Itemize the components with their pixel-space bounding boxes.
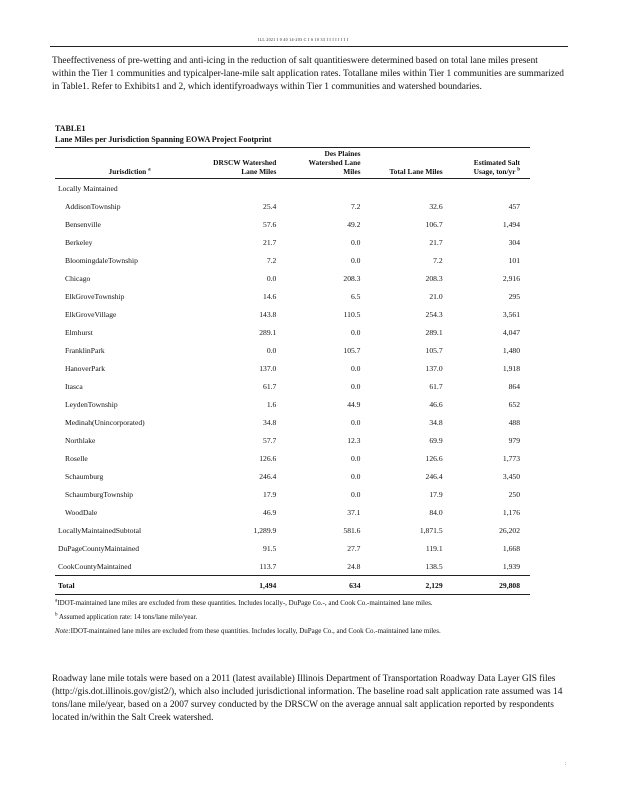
cell-drscw: 143.8 xyxy=(259,309,277,319)
table-row xyxy=(55,413,530,431)
cell-desplaines: 208.3 xyxy=(343,273,361,283)
cell-drscw: 25.4 xyxy=(263,201,277,211)
cell-salt: 1,668 xyxy=(502,543,520,553)
cell-total: 32.6 xyxy=(429,201,443,211)
table-number: TABLE1 xyxy=(55,124,86,133)
running-header: ILL 2021 I 0 40 14-203 C I S 10 33 I I I I I I I I xyxy=(258,37,349,42)
cell-salt: 3,561 xyxy=(502,309,520,319)
cell-total: 46.6 xyxy=(429,399,443,409)
cell-total: 137.0 xyxy=(425,363,443,373)
cell-drscw: 137.0 xyxy=(259,363,277,373)
footnote-a: $^a$IDOT-maintained lane miles are excluded from these quantities. Includes locally-, DuPage Co.-, and Cook Co.-maintained lane miles. xyxy=(55,598,433,607)
cell-desplaines: 0.0 xyxy=(350,453,361,463)
cell-drscw: 113.7 xyxy=(259,561,277,571)
cell-jurisdiction: Medinah(Unincorporated) xyxy=(65,417,145,427)
summary-row xyxy=(55,557,530,576)
cell-total: 208.3 xyxy=(425,273,443,283)
cell-salt: 1,773 xyxy=(502,453,520,463)
cell-drscw: 7.2 xyxy=(266,255,277,265)
cell-desplaines: 0.0 xyxy=(350,327,361,337)
table-row xyxy=(55,449,530,467)
table-row xyxy=(55,395,530,413)
cell-jurisdiction: Bensenville xyxy=(65,219,101,229)
table-row xyxy=(55,341,530,359)
cell-total: 21.0 xyxy=(429,291,443,301)
cell-desplaines: 37.1 xyxy=(347,507,361,517)
intro-paragraph: Theeffectiveness of pre-wetting and anti-icing in the reduction of salt quantitieswere determined based on total lane miles present within the Tier 1 communities and typicalper-lane-mile salt application rates. Totallane miles within Tier 1 communities are summarized in Table1. Refer to Exhibits1 and 2, which identifyroadways within Tier 1 communities and watershed boundaries. xyxy=(52,56,564,92)
cell-jurisdiction: ElkGroveTownship xyxy=(65,291,125,301)
table-row xyxy=(55,251,530,269)
summary-row xyxy=(55,521,530,539)
cell-jurisdiction: FranklinPark xyxy=(65,345,105,355)
cell-jurisdiction: Total xyxy=(55,576,204,595)
header-desplaines: Des Plaines Watershed Lane Miles xyxy=(288,148,372,179)
cell-total: 21.7 xyxy=(429,237,443,247)
cell-salt: 457 xyxy=(508,201,520,211)
cell-jurisdiction: BloomingdaleTownship xyxy=(65,255,138,265)
header-jurisdiction: Jurisdiction $^a$ xyxy=(55,148,204,179)
cell-drscw: 17.9 xyxy=(263,489,277,499)
cell-salt: 295 xyxy=(508,291,520,301)
cell-total: 7.2 xyxy=(433,255,443,265)
cell-drscw: 21.7 xyxy=(263,237,277,247)
cell-drscw: 14.6 xyxy=(263,291,277,301)
cell-salt: 101 xyxy=(508,255,520,265)
cell-salt: 304 xyxy=(508,237,520,247)
cell-salt: 979 xyxy=(508,435,520,445)
header-total: Total Lane Miles xyxy=(372,148,454,179)
cell-jurisdiction: AddisonTownship xyxy=(65,201,121,211)
cell-salt: 29,808 xyxy=(455,576,530,595)
cell-desplaines: 0.0 xyxy=(350,381,361,391)
cell-drscw: 34.8 xyxy=(263,417,277,427)
table-row xyxy=(55,377,530,395)
cell-drscw: 57.7 xyxy=(263,435,277,445)
cell-drscw: 0.0 xyxy=(266,345,277,355)
cell-salt: 4,047 xyxy=(502,327,520,337)
cell-salt: 864 xyxy=(508,381,520,391)
table-row xyxy=(55,197,530,215)
cell-total: 17.9 xyxy=(429,489,443,499)
summary-row xyxy=(55,539,530,557)
cell-drscw: 1,289.9 xyxy=(253,525,277,535)
cell-jurisdiction: Northlake xyxy=(65,435,96,445)
cell-total: 126.6 xyxy=(425,453,443,463)
cell-jurisdiction: LocallyMaintainedSubtotal xyxy=(58,525,142,535)
cell-jurisdiction: ElkGroveVillage xyxy=(65,309,117,319)
cell-desplaines: 12.3 xyxy=(347,435,361,445)
cell-jurisdiction: Roselle xyxy=(65,453,88,463)
cell-drscw: 0.0 xyxy=(266,273,277,283)
cell-jurisdiction: Itasca xyxy=(65,381,83,391)
cell-jurisdiction: WoodDale xyxy=(65,507,98,517)
cell-total: 119.1 xyxy=(425,543,443,553)
cell-total: 84.0 xyxy=(429,507,443,517)
cell-salt: 250 xyxy=(508,489,520,499)
cell-drscw: 1,494 xyxy=(204,576,288,595)
header-drscw: DRSCW Watershed Lane Miles xyxy=(204,148,288,179)
cell-total: 34.8 xyxy=(429,417,443,427)
cell-salt: 2,916 xyxy=(502,273,520,283)
cell-total: 1,871.5 xyxy=(419,525,443,535)
table-row xyxy=(55,215,530,233)
cell-desplaines: 44.9 xyxy=(347,399,361,409)
cell-drscw: 61.7 xyxy=(263,381,277,391)
table-row xyxy=(55,431,530,449)
cell-drscw: 1.6 xyxy=(266,399,277,409)
cell-desplaines: 0.0 xyxy=(350,363,361,373)
table-body xyxy=(55,179,530,595)
table-title: Lane Miles per Jurisdiction Spanning EOWA Project Footprint xyxy=(55,135,272,144)
cell-salt: 26,202 xyxy=(499,525,520,535)
group-label: Locally Maintained xyxy=(58,183,118,193)
cell-desplaines: 27.7 xyxy=(347,543,361,553)
table-note: Note:IDOT-maintained lane miles are excluded from these quantities. Includes locally, DuPage Co., and Cook Co.-maintained lane miles. xyxy=(55,627,441,635)
cell-desplaines: 0.0 xyxy=(350,471,361,481)
total-row xyxy=(55,576,530,595)
cell-salt: 488 xyxy=(508,417,520,427)
cell-jurisdiction: Chicago xyxy=(65,273,91,283)
lane-miles-table xyxy=(55,147,530,595)
cell-salt: 1,480 xyxy=(502,345,520,355)
cell-jurisdiction: DuPageCountyMaintained xyxy=(58,543,139,553)
cell-desplaines: 0.0 xyxy=(350,417,361,427)
cell-desplaines: 24.8 xyxy=(347,561,361,571)
cell-drscw: 289.1 xyxy=(259,327,277,337)
table-row xyxy=(55,485,530,503)
table-row xyxy=(55,305,530,323)
cell-desplaines: 0.0 xyxy=(350,255,361,265)
table-section xyxy=(55,123,530,641)
cell-total: 246.4 xyxy=(425,471,443,481)
table-row xyxy=(55,287,530,305)
cell-salt: 1,494 xyxy=(502,219,520,229)
cell-jurisdiction: SchaumburgTownship xyxy=(65,489,134,499)
cell-desplaines: 634 xyxy=(288,576,372,595)
header-rule xyxy=(50,46,568,47)
cell-desplaines: 49.2 xyxy=(347,219,361,229)
page-mark: : xyxy=(565,762,567,767)
group-row xyxy=(55,179,530,198)
cell-jurisdiction: Elmhurst xyxy=(65,327,93,337)
cell-salt: 3,450 xyxy=(502,471,520,481)
cell-salt: 1,918 xyxy=(502,363,520,373)
cell-total: 69.9 xyxy=(429,435,443,445)
cell-total: 61.7 xyxy=(429,381,443,391)
table-notes xyxy=(55,599,525,636)
cell-jurisdiction: CookCountyMaintained xyxy=(58,561,132,571)
cell-total: 2,129 xyxy=(372,576,454,595)
table-row xyxy=(55,233,530,251)
table-row xyxy=(55,503,530,521)
cell-desplaines: 6.5 xyxy=(350,291,361,301)
cell-drscw: 57.6 xyxy=(263,219,277,229)
outro-paragraph: Roadway lane mile totals were based on a 2011 (latest available) Illinois Department of Transportation Roadway Data Layer GIS files (http://gis.dot.illinois.gov/gist2/), which also included jurisdictional information. The baseline road salt application rate assumed was 14 tons/lane mile/year, based on a 2007 survey conducted by the DRSCW on the average annual salt application reported by respondents located in/within the Salt Creek watershed. xyxy=(52,674,563,723)
cell-total: 254.3 xyxy=(425,309,443,319)
cell-desplaines: 581.6 xyxy=(343,525,361,535)
cell-desplaines: 0.0 xyxy=(350,237,361,247)
cell-desplaines: 7.2 xyxy=(350,201,361,211)
header-salt: Estimated Salt Usage, ton/yr $^b$ xyxy=(455,148,530,179)
cell-salt: 652 xyxy=(508,399,520,409)
cell-drscw: 91.5 xyxy=(263,543,277,553)
cell-jurisdiction: Berkeley xyxy=(65,237,93,247)
cell-total: 138.5 xyxy=(425,561,443,571)
cell-salt: 1,939 xyxy=(502,561,520,571)
cell-jurisdiction: LeydenTownship xyxy=(65,399,118,409)
cell-total: 289.1 xyxy=(425,327,443,337)
cell-desplaines: 105.7 xyxy=(343,345,361,355)
table-row xyxy=(55,269,530,287)
footnote-b: $^b$ Assumed application rate: 14 tons/lane mile/year. xyxy=(55,612,198,621)
cell-desplaines: 0.0 xyxy=(350,489,361,499)
cell-desplaines: 110.5 xyxy=(343,309,361,319)
cell-salt: 1,176 xyxy=(502,507,520,517)
table-row xyxy=(55,467,530,485)
table-row xyxy=(55,323,530,341)
cell-jurisdiction: Schaumburg xyxy=(65,471,104,481)
cell-drscw: 46.9 xyxy=(263,507,277,517)
cell-drscw: 126.6 xyxy=(259,453,277,463)
cell-total: 106.7 xyxy=(425,219,443,229)
cell-jurisdiction: HanoverPark xyxy=(65,363,106,373)
cell-total: 105.7 xyxy=(425,345,443,355)
cell-drscw: 246.4 xyxy=(259,471,277,481)
table-row xyxy=(55,359,530,377)
